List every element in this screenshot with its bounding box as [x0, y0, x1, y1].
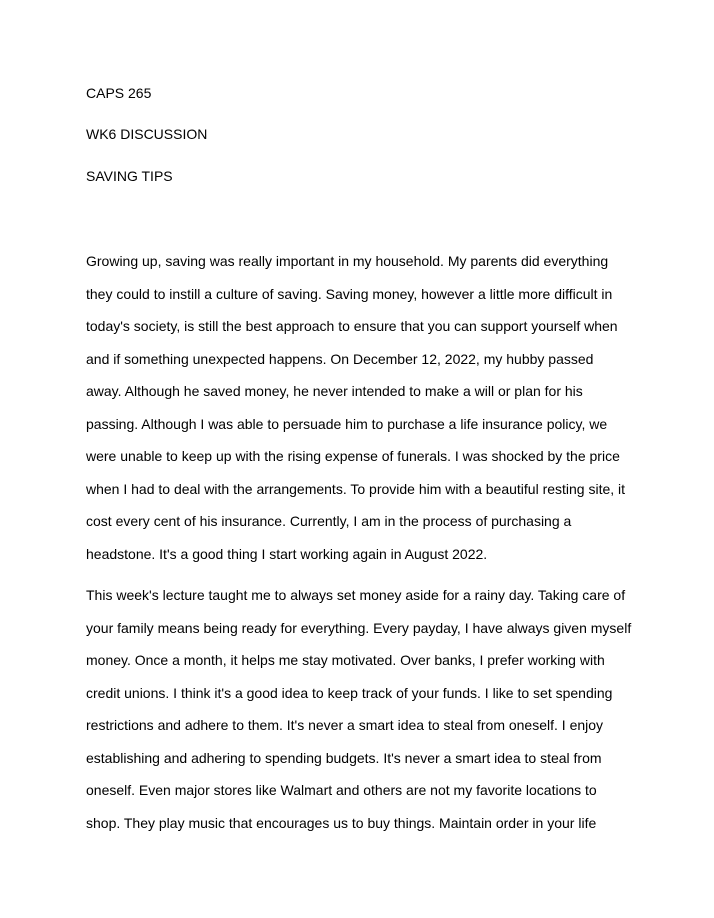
- text-line: This week's lecture taught me to always set money aside for a rainy day. Taking care of: [86, 587, 626, 603]
- text-line: headstone. It's a good thing I start working again in August 2022.: [86, 545, 488, 562]
- text-line: when I had to deal with the arrangements. To provide him with a beautiful resting site, it: [86, 480, 626, 497]
- text-line: restrictions and adhere to them. It's never a smart idea to steal from oneself. I enjoy: [86, 717, 604, 733]
- text-line: credit unions. I think it's a good idea to keep track of your funds. I like to set spending: [86, 684, 613, 701]
- text-line: money. Once a month, it helps me stay motivated. Over banks, I prefer working with: [86, 652, 605, 668]
- text-line: were unable to keep up with the rising expense of funerals. I was shocked by the price: [86, 448, 620, 464]
- text-line: and if something unexpected happens. On December 12, 2022, my hubby passed: [86, 350, 594, 367]
- text-line: establishing and adhering to spending budgets. It's never a smart idea to steal from: [86, 749, 602, 766]
- document-title: SAVING TIPS: [86, 168, 173, 184]
- text-line: Growing up, saving was really important in my household. My parents did everything: [86, 253, 609, 269]
- text-line: cost every cent of his insurance. Currently, I am in the process of purchasing a: [86, 513, 572, 529]
- text-line: today's society, is still the best approach to ensure that you can support yourself when: [86, 318, 618, 334]
- text-line: passing. Although I was able to persuade him to purchase a life insurance policy, we: [86, 415, 608, 432]
- text-line: away. Although he saved money, he never intended to make a will or plan for his: [86, 383, 583, 399]
- course-code: CAPS 265: [86, 85, 152, 101]
- text-line: oneself. Even major stores like Walmart and others are not my favorite locations to: [86, 782, 597, 798]
- text-line: shop. They play music that encourages us to buy things. Maintain order in your life: [86, 814, 597, 831]
- text-line: they could to instill a culture of saving. Saving money, however a little more difficult in: [86, 285, 613, 302]
- text-line: your family means being ready for everything. Every payday, I have always given myself: [86, 619, 632, 636]
- week-label: WK6 DISCUSSION: [86, 126, 208, 142]
